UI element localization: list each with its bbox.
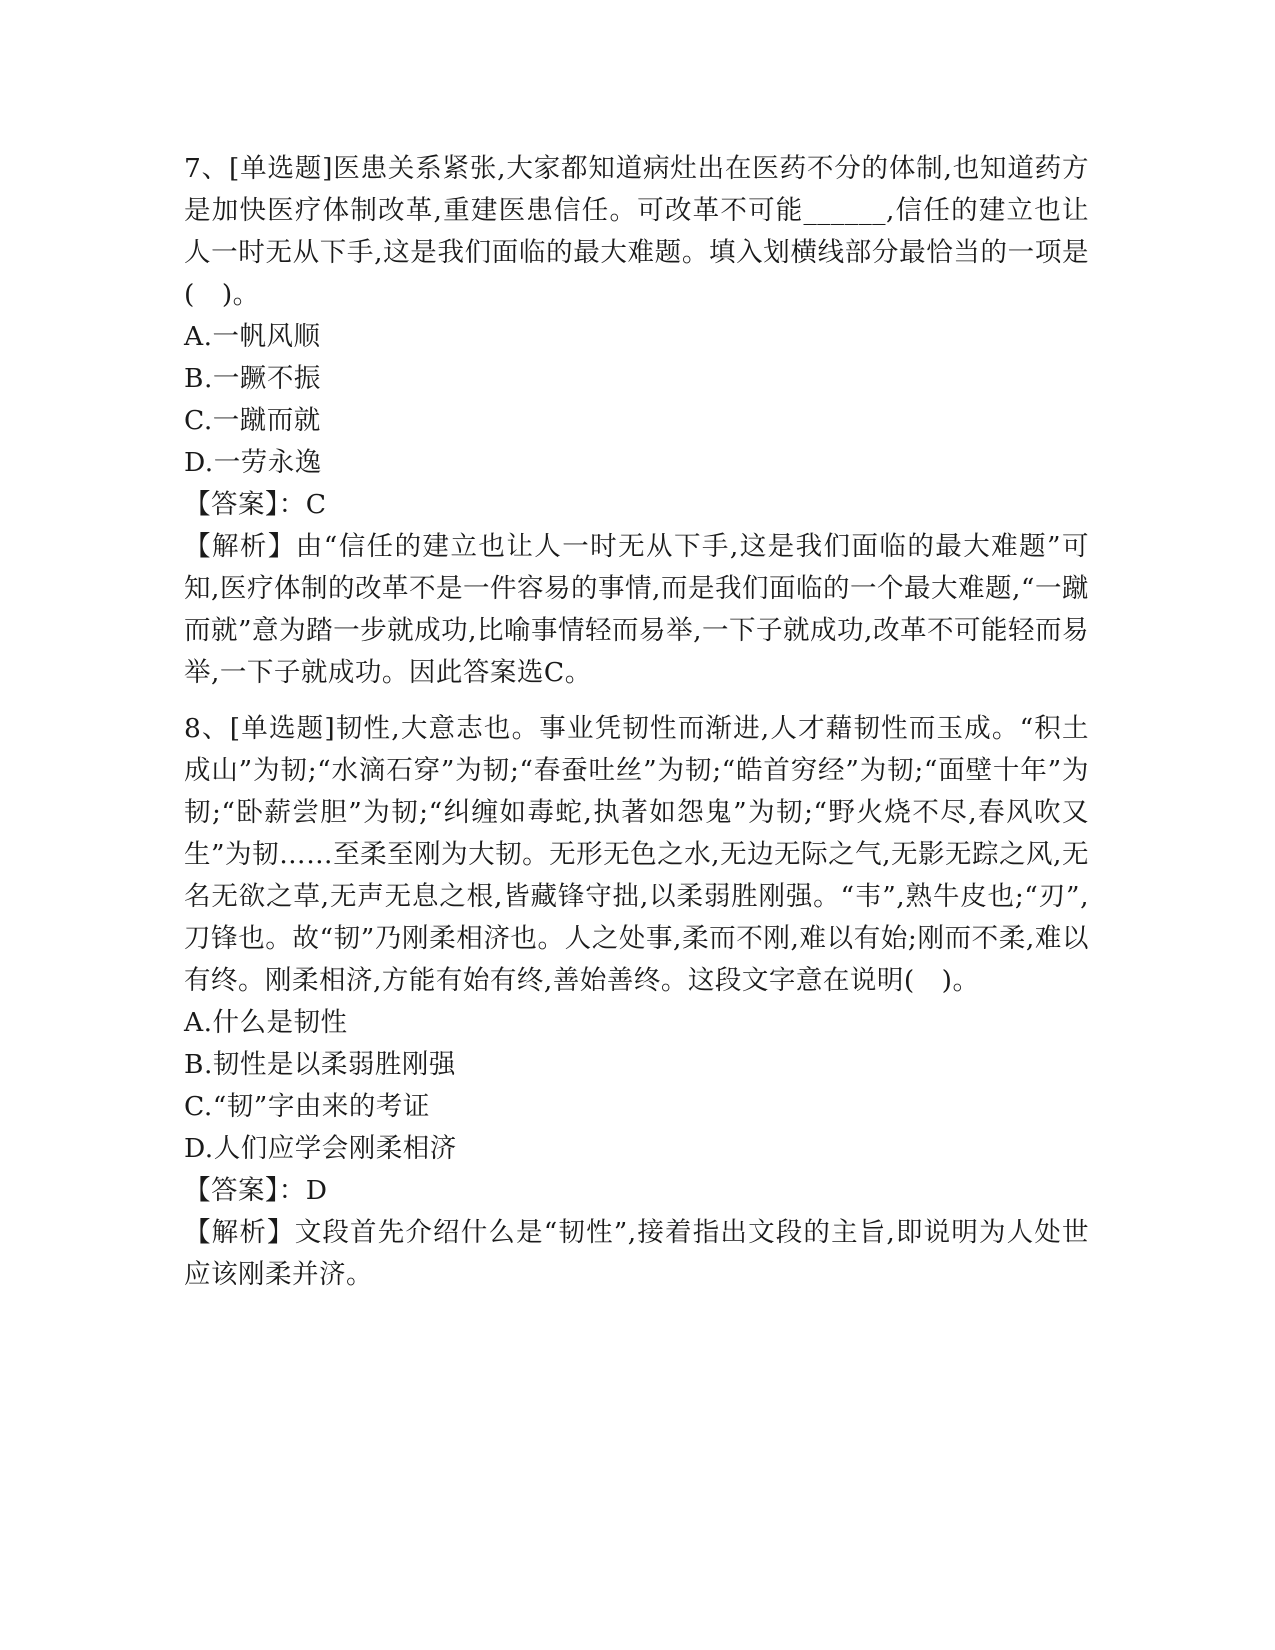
analysis-label: 【解析】 [184,1217,295,1248]
option-c: C.“韧”字由来的考证 [184,1091,430,1122]
question-7 [184,148,1089,694]
answer-value: C [305,489,327,520]
option-c: C.一蹴而就 [184,405,321,436]
option-a: A.什么是韧性 [184,1007,348,1038]
option-list [184,316,1089,484]
option-d: D.人们应学会刚柔相济 [184,1133,457,1164]
answer-line [184,1170,1089,1212]
option-list [184,1002,1089,1170]
option-d: D.一劳永逸 [184,447,322,478]
analysis-text: 文段首先介绍什么是“韧性”,接着指出文段的主旨,即说明为人处世应该刚柔并济。 [184,1217,1090,1290]
question-stem: 8、[单选题]韧性,大意志也。事业凭韧性而渐进,人才藉韧性而玉成。“积土成山”为韧;“水滴石穿”为韧;“春蚕吐丝”为韧;“皓首穷经”为韧;“面壁十年”为韧;“卧薪尝胆”为韧;“纠缠如毒蛇,执著如怨鬼”为韧;“野火烧不尽,春风吹又生”为韧……至柔至刚为大韧。无形无色之水,无边无际之气,无影无踪之风,无名无欲之草,无声无息之根,皆藏锋守拙,以柔弱胜刚强。“韦”,熟牛皮也;“刃”,刀锋也。故“韧”乃刚柔相济也。人之处事,柔而不刚,难以有始;刚而不柔,难以有终。刚柔相济,方能有始有终,善始善终。这段文字意在说明( )。 [184,713,1089,996]
analysis-text: 由“信任的建立也让人一时无从下手,这是我们面临的最大难题”可知,医疗体制的改革不是一件容易的事情,而是我们面临的一个最大难题,“一蹴而就”意为踏一步就成功,比喻事情轻而易举,一下子就成功,改革不可能轻而易举,一下子就成功。因此答案选C。 [184,531,1089,688]
question-8 [184,708,1089,1296]
question-stem: 7、[单选题]医患关系紧张,大家都知道病灶出在医药不分的体制,也知道药方是加快医疗体制改革,重建医患信任。可改革不可能______,信任的建立也让人一时无从下手,这是我们面临的最大难题。填入划横线部分最恰当的一项是( )。 [184,153,1089,310]
answer-label: 【答案】： [184,1175,306,1206]
option-b: B.一蹶不振 [184,363,321,394]
analysis-line [184,526,1089,694]
answer-value: D [305,1175,328,1206]
analysis-line [184,1212,1089,1296]
answer-line [184,484,1089,526]
option-a: A.一帆风顺 [184,321,321,352]
answer-label: 【答案】： [184,489,306,520]
option-b: B.韧性是以柔弱胜刚强 [184,1049,456,1080]
document-page [184,148,1089,1296]
analysis-label: 【解析】 [184,531,296,562]
